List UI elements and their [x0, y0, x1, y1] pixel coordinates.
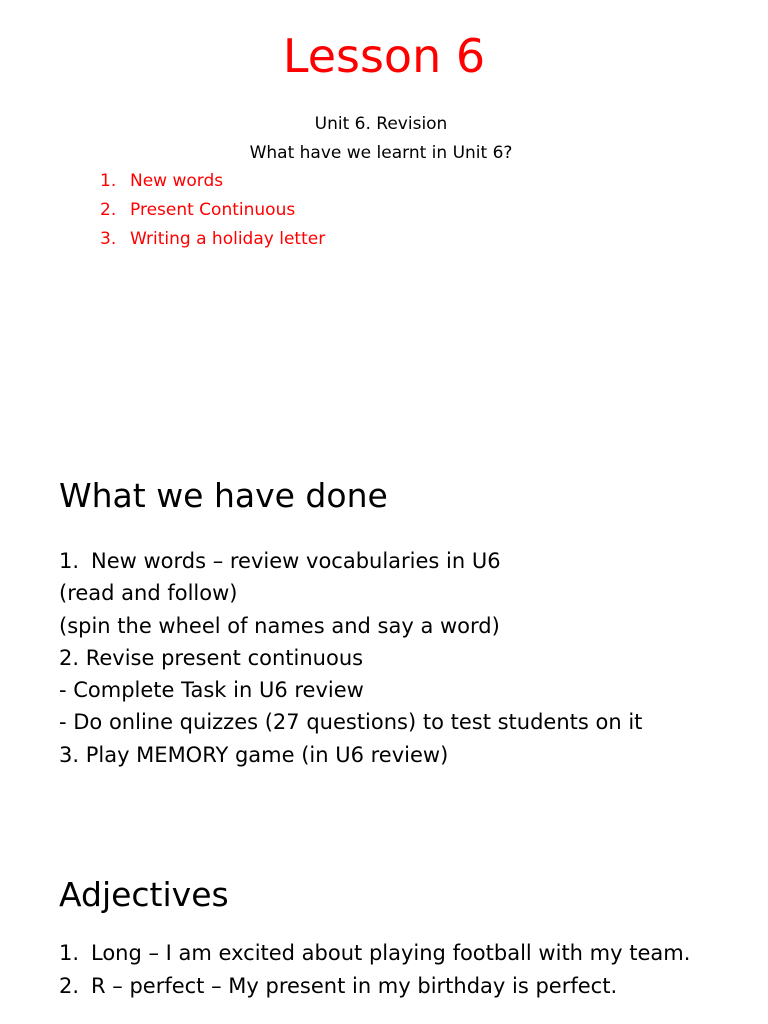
topic-item	[100, 199, 325, 228]
activity-line	[59, 579, 642, 611]
activity-line	[59, 612, 642, 644]
topic-number: 1.	[100, 171, 117, 191]
adjective-number: 1.	[59, 941, 80, 965]
topic-item	[100, 228, 325, 257]
topic-number: 2.	[100, 200, 117, 220]
activity-text: 3. Play MEMORY game (in U6 review)	[59, 742, 449, 767]
slide-adjectives	[0, 840, 768, 1024]
activity-text: (spin the wheel of names and say a word)	[59, 613, 500, 638]
activity-line	[59, 741, 642, 773]
slide-what-we-have-done	[0, 440, 768, 840]
topic-text: Present Continuous	[130, 200, 296, 220]
adjective-number: 2.	[59, 974, 80, 998]
topic-list	[100, 170, 325, 257]
activity-text: (read and follow)	[59, 581, 238, 606]
unit-subtitle: Unit 6. Revision	[314, 114, 448, 134]
section-heading: What we have done	[59, 476, 388, 515]
activity-text: - Complete Task in U6 review	[59, 678, 364, 703]
adjective-sentence: R – perfect – My present in my birthday is perfect.	[91, 974, 618, 998]
activity-line	[59, 708, 642, 740]
topic-text: Writing a holiday letter	[130, 229, 326, 249]
topic-number: 3.	[100, 229, 117, 249]
adjective-item	[59, 941, 699, 965]
activity-number: 1.	[59, 549, 80, 573]
activity-line	[59, 676, 642, 708]
adjective-list	[59, 941, 699, 1007]
revision-question: What have we learnt in Unit 6?	[249, 143, 513, 163]
adjective-sentence: Long – I am excited about playing football with my team.	[91, 941, 691, 965]
activity-text: 2. Revise present continuous	[59, 645, 364, 670]
topic-text: New words	[130, 171, 224, 191]
activity-list	[59, 547, 642, 773]
adjective-item	[59, 974, 699, 998]
lesson-title: Lesson 6	[282, 29, 486, 83]
activity-line	[59, 644, 642, 676]
section-heading: Adjectives	[59, 875, 229, 914]
topic-item	[100, 170, 325, 199]
activity-text: New words – review vocabularies in U6	[91, 549, 501, 573]
activity-text: - Do online quizzes (27 questions) to test students on it	[59, 710, 643, 735]
activity-line	[59, 547, 642, 579]
slide-lesson-6	[0, 0, 768, 440]
